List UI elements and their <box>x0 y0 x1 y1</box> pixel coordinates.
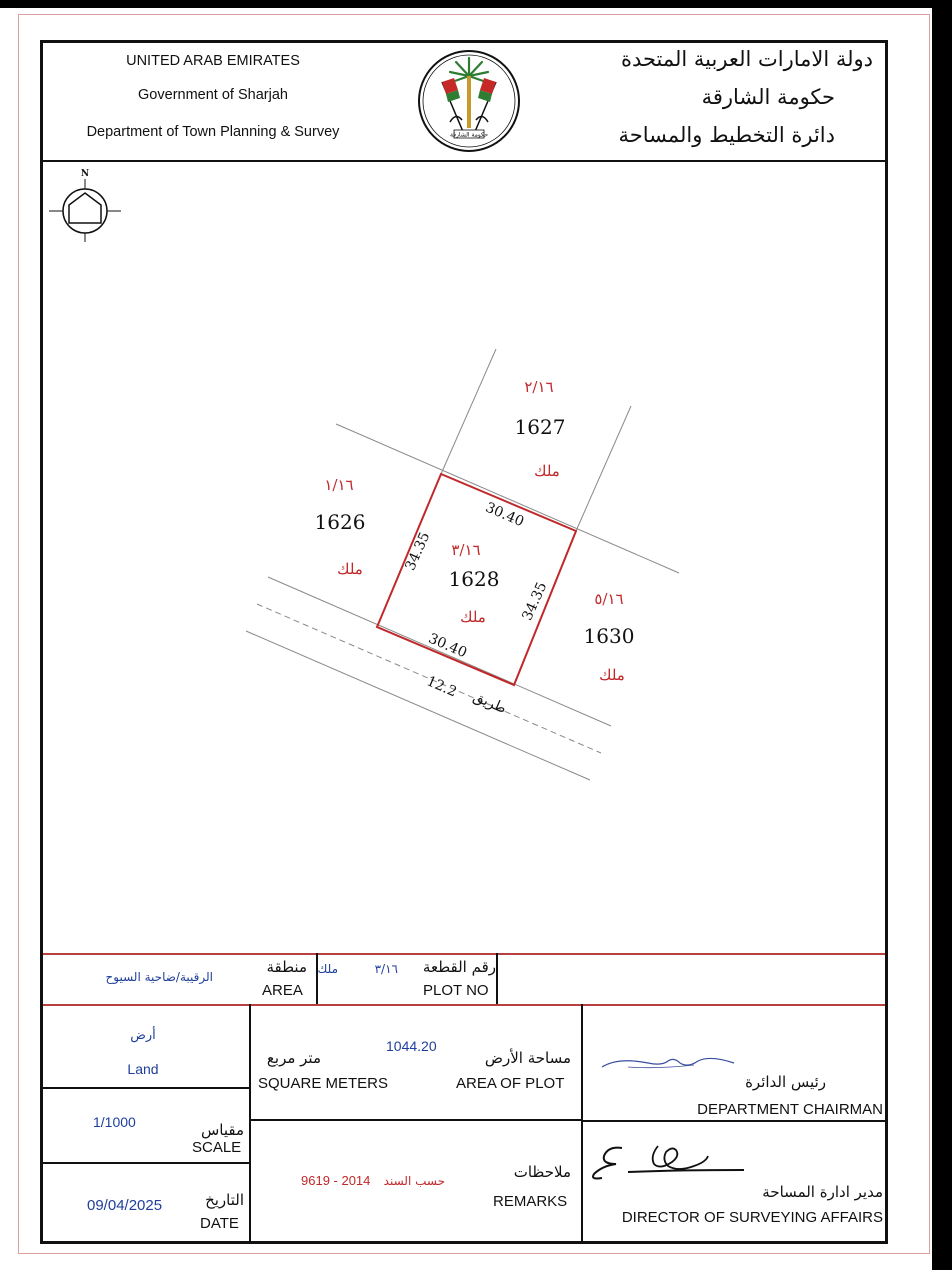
director-label-ar: مدير ادارة المساحة <box>762 1183 883 1201</box>
land-type-ar: أرض <box>130 1028 156 1043</box>
header-government-ar: حكومة الشارقة <box>701 85 835 109</box>
neighbor-1627-type: ملك <box>534 462 560 480</box>
header-department-en: Department of Town Planning & Survey <box>86 124 340 140</box>
header-country-en: UNITED ARAB EMIRATES <box>126 53 300 69</box>
area-label-en: AREA <box>262 982 303 999</box>
main-plot-side-bottom: 30.40 <box>426 630 470 662</box>
square-meters-label-ar: متر مربع <box>266 1049 321 1067</box>
rear-boundary-line <box>336 424 679 573</box>
area-of-plot-value: 1044.20 <box>386 1038 437 1054</box>
neighbor-boundaries <box>336 349 679 573</box>
land-type-en: Land <box>127 1061 159 1077</box>
remarks-label-ar: ملاحظات <box>513 1163 571 1181</box>
neighbor-1626-type: ملك <box>337 560 363 578</box>
page-bottom-strip <box>0 1270 952 1280</box>
neighbor-1630-ref: ٥/١٦ <box>594 590 624 608</box>
date-label-en: DATE <box>200 1215 239 1232</box>
main-plot-ref: ٣/١٦ <box>451 541 481 559</box>
area-of-plot-label-ar: مساحة الأرض <box>484 1049 571 1067</box>
plot-end-divider <box>496 953 498 1004</box>
table-top-divider <box>43 1004 885 1006</box>
remarks-value: 9619 - 2014 <box>301 1173 371 1188</box>
main-plot-number: 1628 <box>448 567 500 591</box>
area-plot-divider <box>316 953 318 1004</box>
table-col1-divider <box>249 1004 251 1241</box>
plot-label-en: PLOT NO <box>423 982 489 999</box>
table-left-row2-divider <box>43 1162 249 1164</box>
west-neighbor-boundary <box>441 349 496 474</box>
chairman-signature-icon <box>598 1051 738 1075</box>
neighbor-1630-number: 1630 <box>583 624 635 648</box>
director-signature-icon <box>588 1136 748 1182</box>
date-value: 09/04/2025 <box>87 1197 163 1214</box>
neighbor-1627-ref: ٢/١٦ <box>524 378 554 396</box>
map-frame <box>40 40 888 1244</box>
table-col2-divider <box>581 1004 583 1241</box>
compass-north-label: N <box>80 169 90 179</box>
main-plot-side-right: 34.35 <box>519 579 551 623</box>
neighbor-1630-type: ملك <box>599 666 625 684</box>
road-name-label: طريق <box>470 688 509 718</box>
main-plot-side-top: 30.40 <box>483 499 527 531</box>
road-edge-south <box>246 631 590 780</box>
table-mid-divider <box>249 1119 581 1121</box>
main-plot-side-left: 34.35 <box>402 529 434 573</box>
area-label-ar: منطقة <box>266 958 307 976</box>
remarks-label-en: REMARKS <box>493 1193 568 1210</box>
neighbor-1626-number: 1626 <box>314 510 366 534</box>
director-label-en: DIRECTOR OF SURVEYING AFFAIRS <box>621 1209 883 1226</box>
plot-type-value: ملك <box>317 962 338 976</box>
main-plot-type: ملك <box>460 608 486 626</box>
chairman-label-ar: رئيس الدائرة <box>745 1073 826 1091</box>
plot-label-ar: رقم القطعة <box>422 958 496 976</box>
date-label-ar: التاريخ <box>205 1191 244 1209</box>
header-country-ar: دولة الامارات العربية المتحدة <box>620 47 873 71</box>
header-department-ar: دائرة التخطيط والمساحة <box>618 123 835 147</box>
neighbor-1626-ref: ١/١٦ <box>324 476 354 494</box>
plot-number-value: ٣/١٦ <box>374 962 398 976</box>
road-edge-north <box>268 577 611 726</box>
scale-label-en: SCALE <box>192 1139 242 1156</box>
road-width-label: 12.2 <box>424 673 460 701</box>
sharjah-emblem-icon <box>416 48 522 154</box>
plot-site-plan <box>43 162 885 952</box>
area-value: الرقيبة/ضاحية السيوح <box>105 970 213 984</box>
table-right-divider <box>581 1120 885 1122</box>
scale-value: 1/1000 <box>93 1114 136 1130</box>
area-of-plot-label-en: AREA OF PLOT <box>456 1075 565 1092</box>
header-government-en: Government of Sharjah <box>138 87 288 103</box>
chairman-label-en: DEPARTMENT CHAIRMAN <box>697 1101 883 1118</box>
scale-label-ar: مقياس <box>200 1121 244 1139</box>
neighbor-1627-number: 1627 <box>514 415 566 439</box>
info-top-divider <box>43 953 885 955</box>
remarks-prefix-ar: حسب السند <box>383 1174 445 1188</box>
table-left-row1-divider <box>43 1087 249 1089</box>
east-neighbor-boundary <box>576 406 631 531</box>
emblem-ribbon-text: حكومة الشارقة <box>449 131 489 139</box>
square-meters-label-en: SQUARE METERS <box>258 1075 389 1092</box>
